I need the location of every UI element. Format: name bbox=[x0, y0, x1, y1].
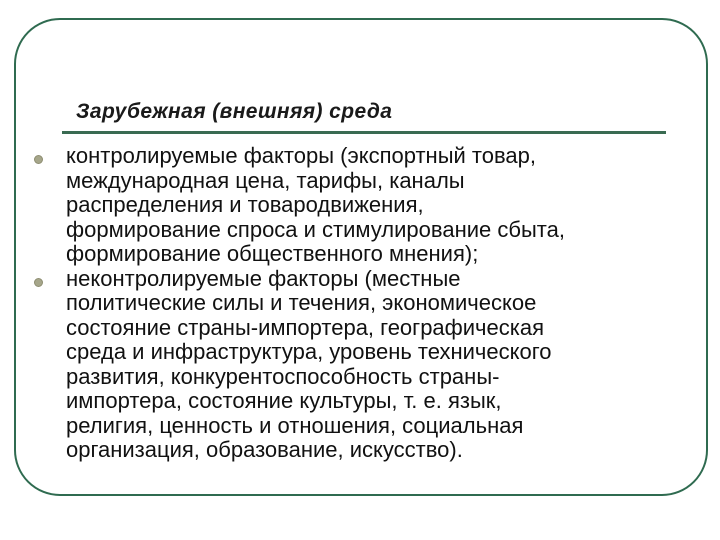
bullet-dot-icon bbox=[34, 278, 43, 287]
bullet-text-line: состояние страны-импортера, географическая bbox=[66, 314, 545, 340]
bullet-list bbox=[34, 144, 694, 463]
bullet-dot-icon bbox=[34, 155, 43, 164]
title-divider bbox=[62, 131, 666, 134]
bullet-text-line: развития, конкурентоспособность страны- bbox=[66, 363, 500, 389]
bullet-text-line: организация, образование, искусство). bbox=[66, 437, 463, 462]
bullet-text-line: международная цена, тарифы, каналы bbox=[66, 167, 465, 193]
bullet-text-line: контролируемые факторы (экспортный товар, bbox=[66, 143, 536, 168]
slide-title: Зарубежная (внешняя) среда bbox=[76, 100, 393, 123]
bullet-text-line: политические силы и течения, экономическое bbox=[66, 290, 537, 315]
bullet-item-uncontrollable bbox=[34, 267, 694, 463]
bullet-item-controllable bbox=[34, 144, 694, 267]
bullet-text-line: неконтролируемые факторы (местные bbox=[66, 265, 461, 291]
bullet-text-line: формирование спроса и стимулирование сбыта, bbox=[66, 216, 565, 242]
bullet-text-line: среда и инфраструктура, уровень технического bbox=[66, 339, 552, 364]
bullet-text-line: формирование общественного мнения); bbox=[66, 241, 479, 266]
bullet-text-line: распределения и товародвижения, bbox=[66, 192, 424, 217]
bullet-text-line: импортера, состояние культуры, т. е. язык, bbox=[66, 388, 502, 413]
bullet-text-line: религия, ценность и отношения, социальная bbox=[66, 412, 524, 438]
